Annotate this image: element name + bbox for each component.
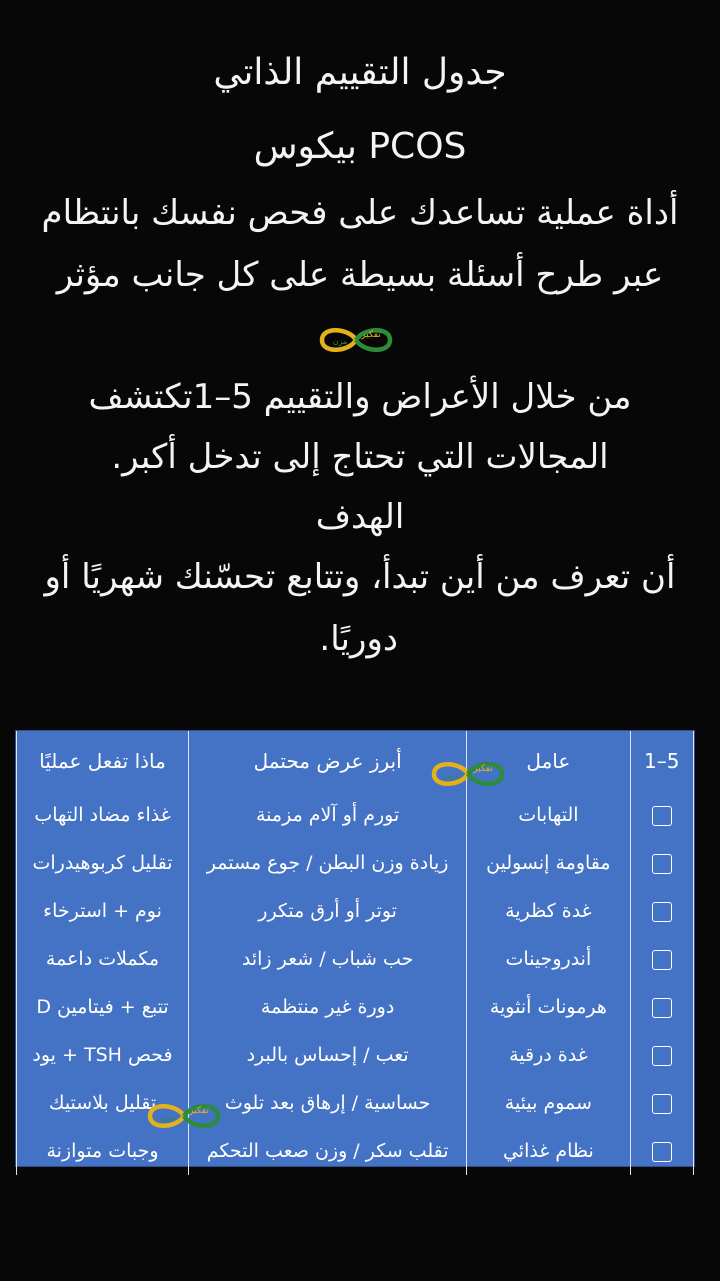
rating-checkbox[interactable] xyxy=(652,998,672,1018)
symptom-cell: تورم أو آلام مزمنة xyxy=(189,791,467,839)
goal-heading: الهدف xyxy=(315,497,405,537)
factor-cell: هرمونات أنثوية xyxy=(467,983,630,1031)
symptom-cell: تعب / إحساس بالبرد xyxy=(189,1031,467,1079)
table-row xyxy=(17,887,694,935)
rating-checkbox[interactable] xyxy=(652,1094,672,1114)
rating-checkbox[interactable] xyxy=(652,806,672,826)
rating-cell[interactable] xyxy=(630,983,694,1031)
table-row xyxy=(17,983,694,1031)
rating-cell[interactable] xyxy=(630,1079,694,1127)
infinity-logo-graphic xyxy=(428,754,508,794)
page-subtitle: PCOS بيكوس xyxy=(253,126,467,167)
action-cell: تقليل كربوهيدرات xyxy=(17,839,189,887)
factor-cell: غدة كظرية xyxy=(467,887,630,935)
symptom-cell: تقلب سكر / وزن صعب التحكم xyxy=(189,1127,467,1175)
action-cell: تقليل بلاستيك xyxy=(17,1079,189,1127)
symptom-cell: حساسية / إرهاق بعد تلوث xyxy=(189,1079,467,1127)
table-row xyxy=(17,1127,694,1175)
factor-cell: أندروجينات xyxy=(467,935,630,983)
page-title: جدول التقييم الذاتي xyxy=(213,52,507,93)
infinity-logo-graphic xyxy=(144,1096,224,1136)
intro-line-1: أداة عملية تساعدك على فحص نفسك بانتظام xyxy=(41,193,679,233)
rating-checkbox[interactable] xyxy=(652,854,672,874)
logo-icon xyxy=(316,320,396,360)
table-row xyxy=(17,791,694,839)
action-cell: نوم + استرخاء xyxy=(17,887,189,935)
goal-line-1: أن تعرف من أين تبدأ، وتتابع تحسّنك شهريًا أو xyxy=(44,557,676,597)
header-rating: 5–1 xyxy=(630,731,694,791)
action-cell: مكملات داعمة xyxy=(17,935,189,983)
action-cell: وجبات متوازنة xyxy=(17,1127,189,1175)
factor-cell: غدة درقية xyxy=(467,1031,630,1079)
intro-line-2: عبر طرح أسئلة بسيطة على كل جانب مؤثر xyxy=(56,255,664,295)
header-symptom: أبرز عرض محتمل xyxy=(189,731,467,791)
logo-text-top: تفكير xyxy=(189,1106,209,1116)
factor-cell: نظام غذائي xyxy=(467,1127,630,1175)
factor-cell: مقاومة إنسولين xyxy=(467,839,630,887)
symptom-cell: زيادة وزن البطن / جوع مستمر xyxy=(189,839,467,887)
infinity-logo-graphic xyxy=(316,320,396,360)
logo-text-bottom: مرن xyxy=(444,771,460,780)
symptom-cell: توتر أو أرق متكرر xyxy=(189,887,467,935)
rating-checkbox[interactable] xyxy=(652,1046,672,1066)
action-cell: تتبع + فيتامين D xyxy=(17,983,189,1031)
goal-line-2: دوريًا. xyxy=(319,619,398,659)
header-action: ماذا تفعل عمليًا xyxy=(17,731,189,791)
logo-text-top: تفكير xyxy=(361,330,381,340)
rating-checkbox[interactable] xyxy=(652,1142,672,1162)
rating-checkbox[interactable] xyxy=(652,902,672,922)
logo-text-top: تفكير xyxy=(473,764,493,774)
table-header-row xyxy=(17,731,694,791)
factor-cell: سموم بيئية xyxy=(467,1079,630,1127)
rating-cell[interactable] xyxy=(630,791,694,839)
symptom-cell: دورة غير منتظمة xyxy=(189,983,467,1031)
action-cell: فحص TSH + يود xyxy=(17,1031,189,1079)
rating-checkbox[interactable] xyxy=(652,950,672,970)
intro-line-3: من خلال الأعراض والتقييم 5–1تكتشف xyxy=(88,377,632,417)
logo-text-bottom: مرن xyxy=(160,1113,176,1122)
table-row xyxy=(17,1031,694,1079)
symptom-cell: حب شباب / شعر زائد xyxy=(189,935,467,983)
rating-cell[interactable] xyxy=(630,839,694,887)
rating-cell[interactable] xyxy=(630,935,694,983)
logo-icon xyxy=(144,1096,224,1136)
self-assessment-table xyxy=(15,730,695,1167)
action-cell: غذاء مضاد التهاب xyxy=(17,791,189,839)
rating-cell[interactable] xyxy=(630,887,694,935)
table-row xyxy=(17,935,694,983)
table-row xyxy=(17,1079,694,1127)
factor-cell: التهابات xyxy=(467,791,630,839)
rating-cell[interactable] xyxy=(630,1031,694,1079)
table-row xyxy=(17,839,694,887)
header-factor: عامل xyxy=(467,731,630,791)
logo-text-bottom: مرن xyxy=(332,337,348,346)
logo-icon xyxy=(428,754,508,794)
intro-line-4: المجالات التي تحتاج إلى تدخل أكبر. xyxy=(111,437,609,477)
rating-cell[interactable] xyxy=(630,1127,694,1175)
